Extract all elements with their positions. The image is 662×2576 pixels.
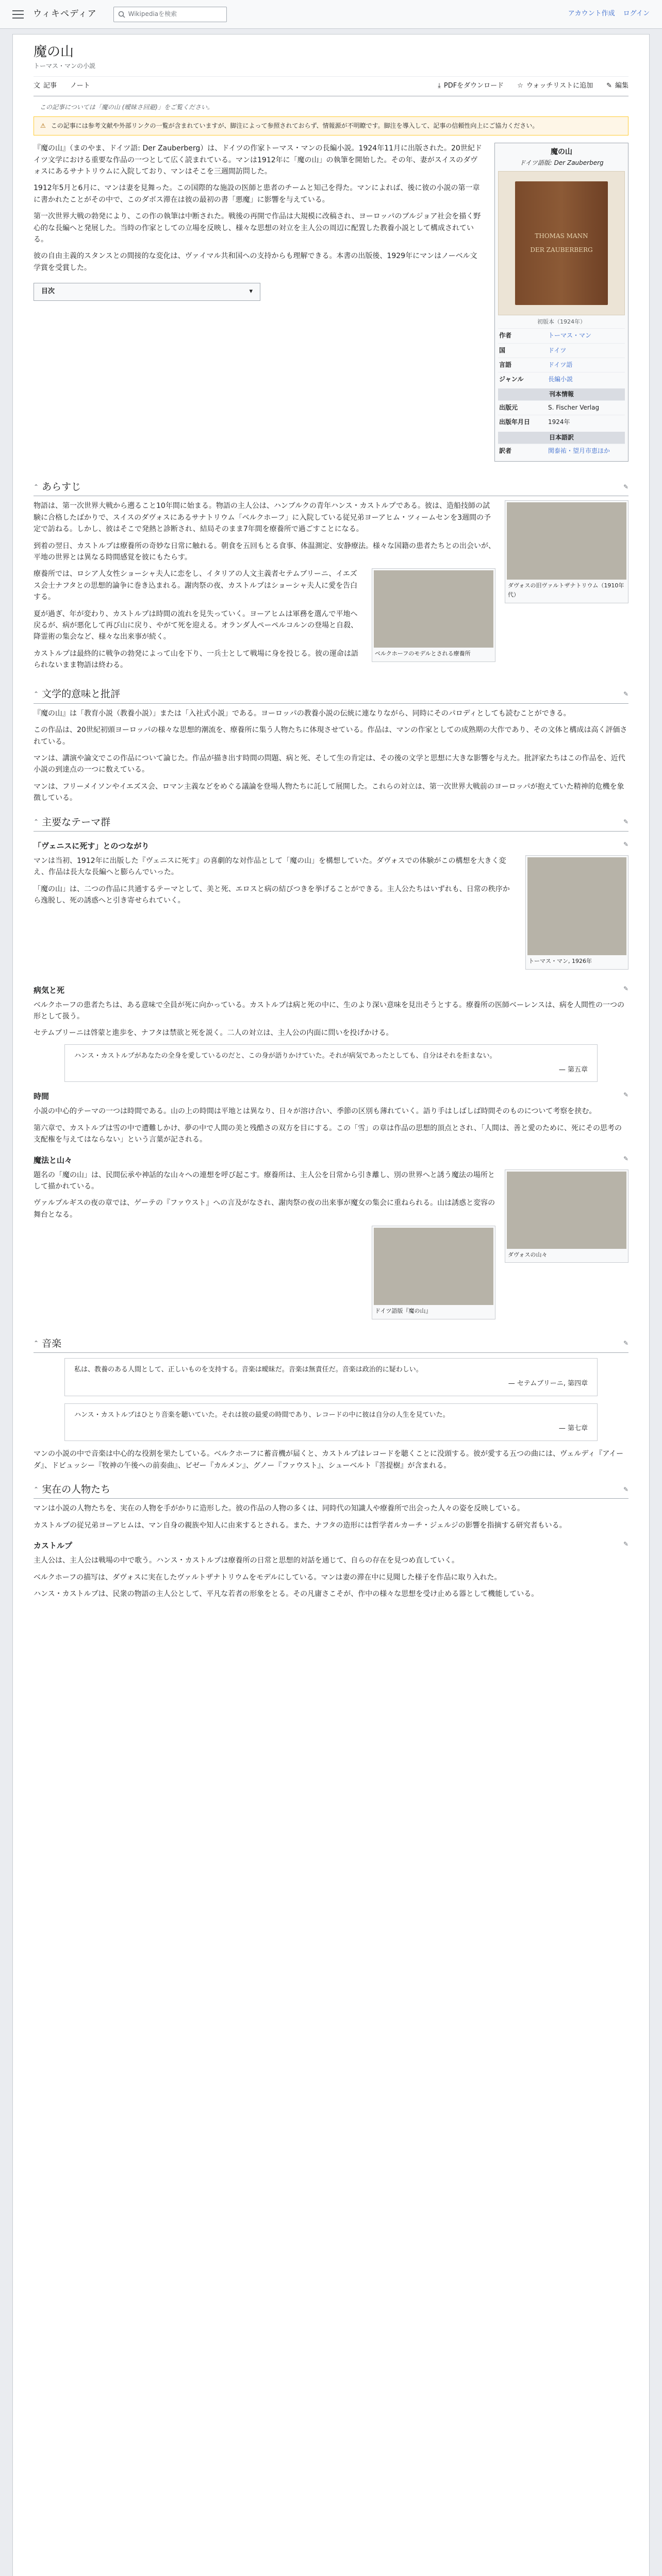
karl-paragraph: ベルクホーフの描写は、ダヴォスに実在したヴァルトザナトリウムをモデルにしている。マンは妻の滞在中に見聞した様子を作品に取り入れた。 <box>34 1573 502 1582</box>
section-heading-themes[interactable]: ⌃ 主要なテーマ群 ✎ <box>34 815 628 832</box>
section-heading-significance[interactable]: ⌃ 文学的意味と批評 ✎ <box>34 686 628 703</box>
synopsis-paragraph: 療養所では、ロシア人女性ショーシャ夫人に恋をし、イタリアの人文主義者セテムブリーニ、イエズス会士ナフタとの思想的論争に巻き込まれる。謝肉祭の夜、カストルプはショーシャ夫人に愛を告白する。 <box>34 570 358 602</box>
themes-paragraph: セテムブリーニは啓蒙と進歩を、ナフタは禁欲と死を説く。二人の対立は、主人公の内面に問いを投げかける。 <box>34 1029 393 1038</box>
star-icon: ☆ <box>517 81 523 90</box>
search-input[interactable]: Wikipediaを検索 <box>113 7 227 22</box>
infobox-subtitle: ドイツ語版: Der Zauberberg <box>519 159 604 166</box>
infobox-row: 出版年月日 1924年 <box>498 415 625 429</box>
themes-paragraph: ベルクホーフの患者たちは、ある意味で全員が死に向かっている。カストルプは病と死の中に、生のより深い意味を見出そうとする。療養所の医師ベーレンスは、病を人間性の一つの形として扱う。 <box>34 1001 624 1021</box>
top-bar <box>0 0 662 29</box>
books-image <box>374 1228 493 1305</box>
language-button[interactable]: 文 記事 <box>34 81 57 92</box>
toc-title: 目次 <box>41 287 55 296</box>
block-quote: 私は、教養のある人間として、正しいものを支持する。音楽は曖昧だ。音楽は無責任だ。音楽は政治的に疑わしい。 — セテムブリーニ, 第四章 <box>64 1358 598 1396</box>
synopsis-paragraph: 到着の翌日、カストルプは療養所の奇妙な日常に触れる。朝食を五回もとる食事、体温測定、安静療法。様々な国籍の患者たちとの出会いが、平地の世界とは異なる時間感覚を彼にもたらす。 <box>34 541 495 562</box>
edit-section-icon[interactable]: ✎ <box>623 985 628 992</box>
page-subtitle: トーマス・マンの小説 <box>34 62 96 70</box>
infobox-section-head: 日本語訳 <box>498 432 625 444</box>
edit-section-icon[interactable]: ✎ <box>623 1340 628 1347</box>
page-title: 魔の山 <box>34 44 74 60</box>
infobox <box>494 143 628 462</box>
intro-paragraph: 彼の自由主義的スタンスとの間接的な変化は、ヴァイマル共和国への支持からも理解できる。本書の出版後、1929年にマンはノーベル文学賞を受賞した。 <box>34 252 477 272</box>
edit-section-icon[interactable]: ✎ <box>623 690 628 698</box>
building-thumbnail[interactable]: ダヴォスの旧ヴァルトザナトリウム（1910年代） <box>505 500 628 603</box>
edit-section-icon[interactable]: ✎ <box>623 841 628 848</box>
collapse-icon[interactable]: ⌃ <box>34 818 39 826</box>
subsection-heading: 病気と死 ✎ <box>34 984 628 996</box>
infobox-section-head: 刊本情報 <box>498 388 625 400</box>
themes-paragraph: マンは当初、1912年に出版した『ヴェニスに死す』の喜劇的な対作品として「魔の山」を構想していた。ダヴォスでの体験がこの構想を大きく変え、作品は長大な長編へと膨らんでいった。 <box>34 857 506 877</box>
infobox-row: 作者 トーマス・マン <box>498 328 625 343</box>
edit-section-icon[interactable]: ✎ <box>623 1155 628 1162</box>
edit-section-icon[interactable]: ✎ <box>623 1540 628 1548</box>
synopsis-paragraph: 物語は、第一次世界大戦から遡ること10年間に始まる。物語の主人公は、ハンブルクの青年ハンス・カストルプである。彼は、造船技師の試験に合格したばかりで、スイスのダヴォスにあるサナトリウム「ベルクホーフ」に入院している従兄弟ヨーアヒム・ツィームセンを3週間の予定で訪ねる。しかし、彼はそこで発熱と診断され、結局そのまま7年間を療養所で過ごすことになる。 <box>34 502 491 534</box>
collapse-icon[interactable]: ⌃ <box>34 690 39 698</box>
significance-paragraph: マンは、フリーメイソンやイエズス会、ロマン主義などをめぐる議論を登場人物たちに託して展開した。これらの対立は、第一次世界大戦前のヨーロッパが抱えていた精神的危機を象徴している。 <box>34 782 624 803</box>
characters-paragraph: マンは小説の人物たちを、実在の人物を手がかりに造形した。彼の作品の人物の多くは、同時代の知識人や療養所で出会った人々の姿を反映している。 <box>34 1504 524 1513</box>
infobox-row: 訳者 関泰祐・望月市恵ほか <box>498 444 625 458</box>
characters-paragraph: カストルプの従兄弟ヨーアヒムは、マン自身の親族や知人に由来するとされる。また、ナフタの造形には哲学者ルカーチ・ジェルジの影響を指摘する研究者もいる。 <box>34 1521 567 1530</box>
maintenance-notice: ⚠ この記事には参考文献や外部リンクの一覧が含まれていますが、脚注によって参照されておらず、情報源が不明瞭です。脚注を導入して、記事の信頼性向上にご協力ください。 <box>34 116 628 135</box>
edit-button[interactable]: ✎ 編集 <box>606 81 628 92</box>
section-heading-music[interactable]: ⌃ 音楽 ✎ <box>34 1336 628 1353</box>
infobox-title: 魔の山 <box>551 148 572 157</box>
block-quote: ハンス・カストルプはひとり音楽を聴いていた。それは彼の最愛の時間であり、レコードの中に彼は自分の人生を見ていた。 — 第七章 <box>64 1403 598 1442</box>
search-icon <box>118 11 125 18</box>
edit-section-icon[interactable]: ✎ <box>623 818 628 826</box>
toc-toggle-icon[interactable]: ▾ <box>249 287 253 296</box>
music-paragraph: マンの小説の中で音楽は中心的な役割を果たしている。ベルクホーフに蓄音機が届くと、カストルプはレコードを聴くことに没頭する。彼が愛する五つの曲には、ヴェルディ『アイーダ』、ドビュッシー『牧神の午後への前奏曲』、ビゼー『カルメン』、グノー『ファウスト』、シューベルト『菩提樹』が含まれる。 <box>34 1450 624 1470</box>
infobox-row: 出版元 S. Fischer Verlag <box>498 400 625 415</box>
significance-paragraph: 『魔の山』は「教育小説（教養小説）」または「入社式小説」である。ヨーロッパの教養小説の伝統に連なりながら、同時にそのパロディとしても読むことができる。 <box>34 709 571 718</box>
edit-section-icon[interactable]: ✎ <box>623 1091 628 1099</box>
table-of-contents[interactable] <box>34 283 260 301</box>
themes-paragraph: 題名の「魔の山」は、民間伝承や神話的な山々への連想を呼び起こす。療養所は、主人公を日常から引き離し、別の世界へと誘う魔法の場所として描かれている。 <box>34 1171 495 1191</box>
collapse-icon[interactable]: ⌃ <box>34 1485 39 1493</box>
menu-icon[interactable] <box>12 10 24 19</box>
edit-section-icon[interactable]: ✎ <box>623 1485 628 1493</box>
synopsis-paragraph: カストルプは最終的に戦争の勃発によって山を下り、一兵士として戦場に身を投じる。彼の運命は語られないまま物語は終わる。 <box>34 649 358 670</box>
karl-paragraph: ハンス・カストルプは、民衆の物語の主人公として、平凡な若者の形象をとる。その凡庸さこそが、作中の様々な思想を受け止める器として機能している。 <box>34 1590 539 1598</box>
themes-paragraph: 「魔の山」は、二つの作品に共通するテーマとして、美と死、エロスと病の結びつきを挙げることができる。主人公たちはいずれも、日常の秩序から逸脱し、死の誘惑へと引き寄せられていく。 <box>34 885 510 905</box>
login-link[interactable]: ログイン <box>623 10 650 18</box>
building-image <box>507 502 626 580</box>
cover-image[interactable] <box>498 171 625 315</box>
pencil-icon: ✎ <box>606 81 612 90</box>
garden-thumbnail[interactable]: ベルクホーフのモデルとされる療養所 <box>372 568 495 662</box>
hatnote: この記事については「魔の山 (曖昧さ回避)」をご覧ください。 <box>40 103 213 111</box>
themes-paragraph: ヴァルプルギスの夜の章では、ゲーテの『ファウスト』への言及がなされ、謝肉祭の夜の出来事が魔女の集会に重ねられる。山は誘惑と変容の舞台となる。 <box>34 1199 495 1219</box>
themes-paragraph: 第六章で、カストルプは雪の中で遭難しかけ、夢の中で人間の美と残酷さの双方を目にする。この「雪」の章は作品の思想的頂点とされ、「人間は、善と愛のために、死にその思考の支配権を与えてはならない」という言葉が記される。 <box>34 1124 622 1144</box>
warning-icon: ⚠ <box>40 122 46 129</box>
talk-tab[interactable]: ノート <box>70 81 90 90</box>
cover-caption: 初版本（1924年） <box>537 318 586 325</box>
infobox-row: 言語 ドイツ語 <box>498 358 625 372</box>
create-account-link[interactable]: アカウント作成 <box>568 10 615 18</box>
subsection-heading: 「ヴェニスに死す」とのつながり ✎ <box>34 840 628 852</box>
themes-paragraph: 小説の中心的テーマの一つは時間である。山の上の時間は平地とは異なり、日々が溶け合い、季節の区別も薄れていく。語り手はしばしば時間そのものについて考察を挟む。 <box>34 1107 597 1116</box>
download-icon: ⤓ <box>438 81 441 90</box>
intro-paragraph: 第一次世界大戦の勃発により、この作の執筆は中断された。戦後の再開で作品は大規模に改稿され、ヨーロッパのブルジョア社会を描く野心的な長編へと発展した。当時の作家としての立場を反映し、様々な思想の対立を主人公の周辺に配置した教養小説として構成されている。 <box>34 212 481 244</box>
garden-image <box>374 570 493 648</box>
block-quote: ハンス・カストルプがあなたの全身を愛しているのだと、この身が語りかけていた。それが病気であったとしても、自分はそれを拒まない。 — 第五章 <box>64 1044 598 1082</box>
watchlist-button[interactable]: ☆ ウォッチリストに追加 <box>517 81 593 92</box>
cover-title: DER ZAUBERBERG <box>530 246 593 253</box>
collapse-icon[interactable]: ⌃ <box>34 483 39 490</box>
subsection-heading: カストルプ ✎ <box>34 1539 628 1552</box>
cover-author: THOMAS MANN <box>535 232 588 240</box>
collapse-icon[interactable]: ⌃ <box>34 1340 39 1347</box>
intro-paragraph: 1912年5月と6月に、マンは妻を見舞った。この国際的な施設の医師と患者のチームと知己を得た。マンによれば、後に彼の小説の第一章に書かれたことがその中で、このダボス滞在は彼の最初の書「悪魔」に影響を与えている。 <box>34 184 480 204</box>
edit-section-icon[interactable]: ✎ <box>623 483 628 490</box>
karl-paragraph: 主人公は、主人公は戦場の中で歌う。ハンス・カストルプは療養所の日常と思想的対話を通じて、自らの存在を見つめ直していく。 <box>34 1556 459 1565</box>
mountain-image <box>507 1172 626 1249</box>
synopsis-paragraph: 夏が過ぎ、年が変わり、カストルプは時間の流れを見失っていく。ヨーアヒムは軍務を選んで平地へ戻るが、病が悪化して再び山に戻り、やがて死を迎える。オランダ人ペーペルコルンの登場と自殺、降霊術の集会など、様々な出来事が続く。 <box>34 609 358 641</box>
pdf-download-button[interactable]: ⤓ PDFをダウンロード <box>438 81 504 92</box>
subsection-heading: 魔法と山々 ✎ <box>34 1154 628 1166</box>
books-thumbnail[interactable]: ドイツ語版『魔の山』 <box>372 1226 495 1319</box>
portrait-image <box>527 857 626 955</box>
significance-paragraph: マンは、講演や論文でこの作品について論じた。作品が描き出す時間の問題、病と死、そして生の肯定は、その後の文学と思想に大きな影響を与えた。批評家たちはこの作品を、近代小説の到達点の一つに数えている。 <box>34 754 625 774</box>
site-logo[interactable]: ウィキペディア <box>33 8 97 19</box>
mountain-thumbnail[interactable]: ダヴォスの山々 <box>505 1170 628 1263</box>
portrait-thumbnail[interactable]: トーマス・マン, 1926年 <box>525 855 628 970</box>
infobox-row: ジャンル 長編小説 <box>498 372 625 386</box>
section-heading-synopsis[interactable]: ⌃ あらすじ ✎ <box>34 479 628 496</box>
significance-paragraph: この作品は、20世紀初頭ヨーロッパの様々な思想的潮流を、療養所に集う人物たちに体現させている。作品は、マンの作家としての成熟期の大作であり、その文体と構成は高く評価されている。 <box>34 726 627 746</box>
article-content <box>12 34 650 2576</box>
article-toolbar <box>34 76 628 96</box>
translate-icon: 文 <box>34 81 41 90</box>
subsection-heading: 時間 ✎ <box>34 1090 628 1103</box>
section-heading-characters[interactable]: ⌃ 実在の人物たち ✎ <box>34 1482 628 1499</box>
infobox-row: 国 ドイツ <box>498 343 625 358</box>
intro-paragraph: 『魔の山』（まのやま、ドイツ語: Der Zauberberg）は、ドイツの作家トーマス・マンの長編小説。1924年11月に出版された。20世紀ドイツ文学における重要な作品の一つとして広く読まれている。マンは1912年に「魔の山」の執筆を開始した。その年、妻がスイスのダヴォスにあるサナトリウムに入院しており、マンはそこを三週間訪問した。 <box>34 144 482 176</box>
